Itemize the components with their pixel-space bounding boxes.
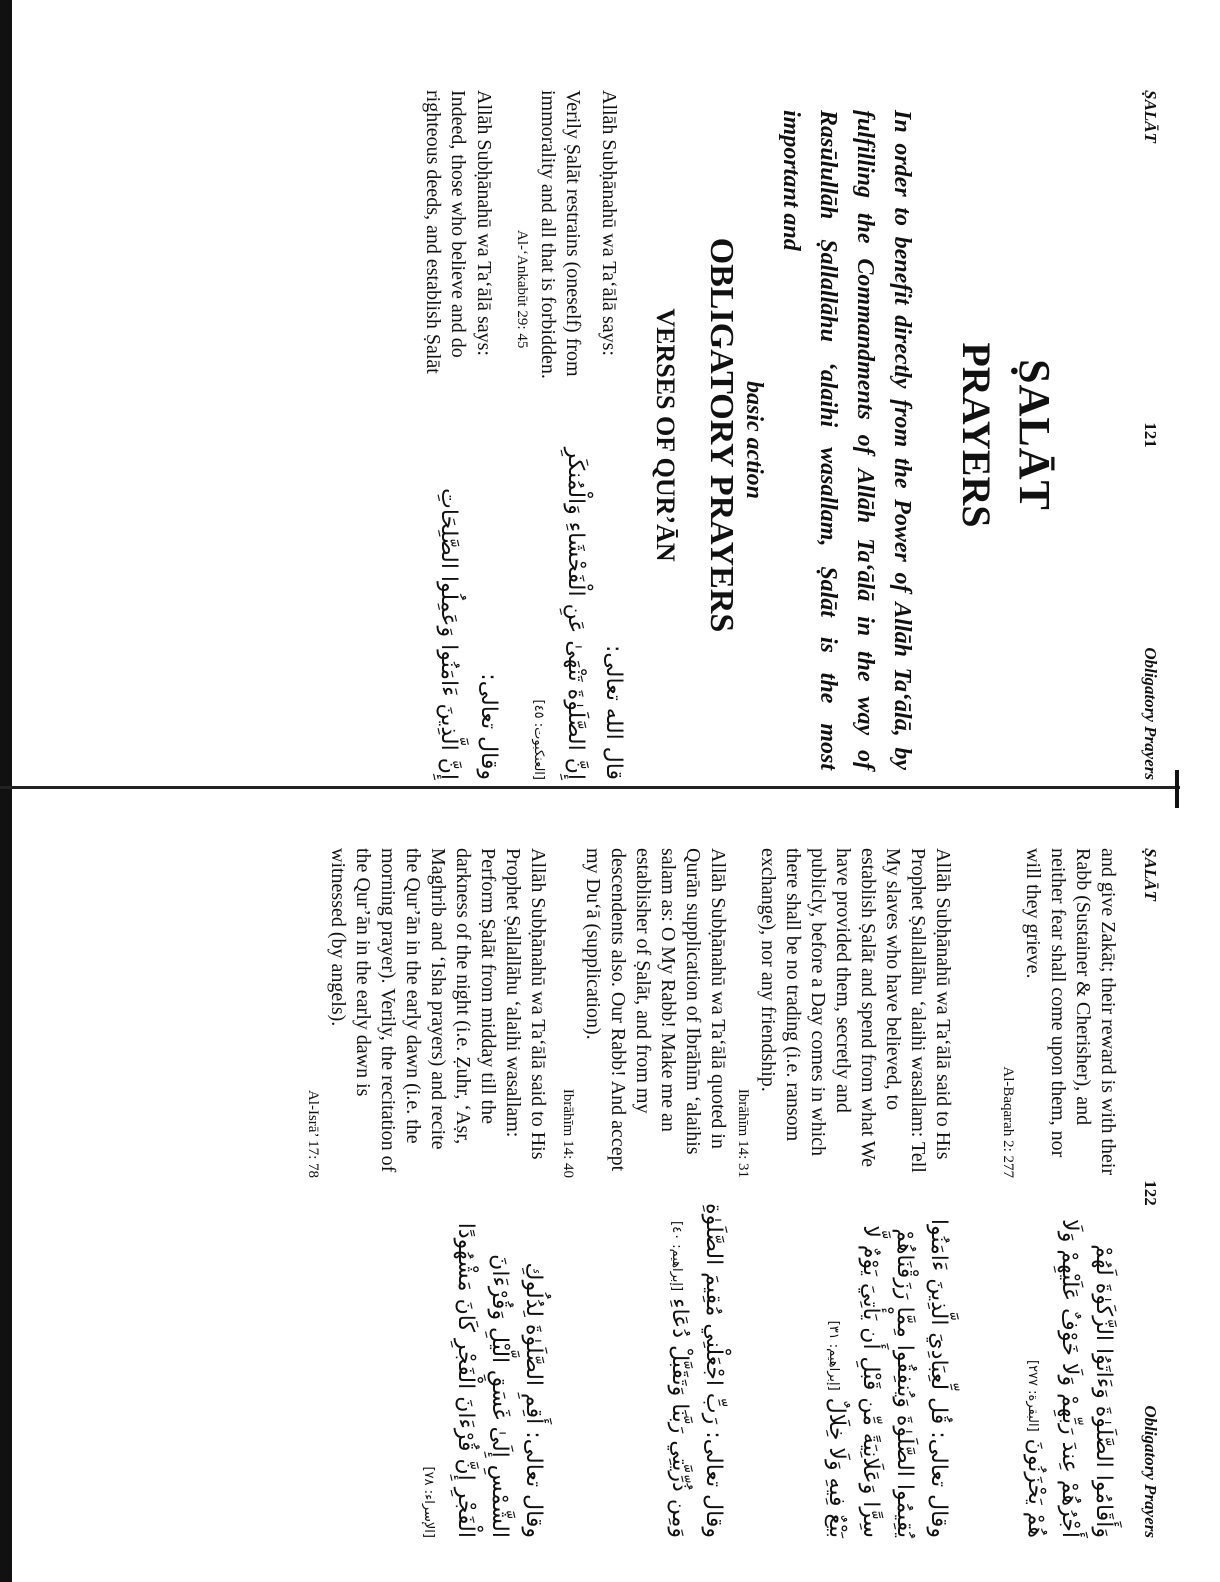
verse-block [730,848,955,1178]
arabic-verse [411,1198,550,1538]
page-number: 121 [1141,422,1160,448]
page-subtitle: PRAYERS [954,342,999,528]
page-122 [100,848,1160,1538]
book-gutter [0,786,1180,789]
arabic-intro: وقال تعالى: [701,1431,726,1538]
header-right: Obligatory Prayers [1141,1405,1160,1538]
verse-intro: Allāh Subḥānahū wa Ta‘ālā says: [473,90,495,356]
arabic-text: وَأَقَامُوا الصَّلَوٰةَ وَءَاتَوُا الزَّكَوٰةَ لَهُمْ أَجْرُهُمْ عِندَ رَبِّهِمْ وَلَا خَوْفٌ عَلَيْهِمْ وَلَا هُمْ يَحْزَنُونَ [1023,1219,1116,1538]
verse-translation: Verily Ṣalāt restrains (oneself) from immorality and all that is forbidden. [537,90,584,379]
arabic-reference: [الإسراء: ٧٨] [421,1466,436,1538]
arabic-verse: إِنَّ الَّذِينَ ءَامَنُوا وَعَمِلُوا الصَّلِحَاتِ [436,488,461,780]
arabic-intro: وقال تعالى: [521,1431,546,1538]
arabic-reference: [إبراهيم: ٣١] [826,1320,841,1391]
page-header [1130,848,1160,1538]
verse-block [555,848,730,1178]
page-header [1130,90,1160,780]
gutter-mark [1175,770,1179,808]
intro-paragraph [735,110,920,770]
verse-translation: and give Zakāt; their reward is with their Rabb (Sustainer & Cherisher), and neither fear shall come upon them, nor will they grieve. [1022,848,1119,1176]
page-title: ṢALĀT [1010,359,1059,511]
verse-reference: Ibrāhīm 14: 40 [560,1088,576,1178]
section-subtitle: VERSES OF QUR’ĀN [651,308,680,562]
verse-reference: Al-Baqarah 2: 277 [1000,1066,1016,1178]
arabic-text: أَقِمِ الصَّلَوٰةَ لِدُلُوكِ الشَّمْسِ إِلَىٰ غَسَقِ الَّيْلِ وَقُرْءَانَ الْفَجْرِ إِنَّ قُرْءَانَ الْفَجْرِ كَانَ مَشْهُودًا [453,1222,546,1538]
page-number: 122 [1141,1180,1160,1206]
verse-reference: Al-Isrā’ 17: 78 [305,1089,321,1178]
intro-text: In order to benefit directly from the Power of Allāh Ta‘ālā, by fulfilling the Commandments of Allāh Ta‘ālā in the way of Rasūlullāh Ṣallallāhu ‘alaihi wasallam, Ṣalāt is the most important and [778,110,915,770]
verse-block [995,848,1120,1178]
arabic-reference: [البقرة: ٢٧٧] [1025,1359,1040,1432]
header-left: ṢALĀT [1141,848,1160,901]
header-right: Obligatory Prayers [1141,647,1160,780]
verse-translation: Allāh Subḥānahū wa Ta‘ālā said to His Prophet Ṣallallāhu ‘alaihi wasallam: Tell My slaves who have believed, to establish Ṣalāt and spend from what We have provided them, secretly and publicly, before a Day comes in which there shall be no trading (i.e. ransom exchange), nor any friendship. [757,848,954,1173]
arabic-text: رَبِّ اجْعَلْنِي مُقِيمَ الصَّلَوٰةِ وَمِن ذُرِّيَّتِي رَبَّنَا وَتَقَبَّلْ دُعَاءِ [667,1203,726,1538]
arabic-text: إِنَّ الصَّلَوٰةَ تَنْهَىٰ عَنِ الْفَحْشَاءِ وَالْمُنكَرِ [563,447,588,780]
arabic-verse [659,1198,730,1538]
verse-block [300,848,550,1178]
section-title: OBLIGATORY PRAYERS [703,237,740,633]
arabic-verse [1015,1198,1120,1538]
verse-translation: Allāh Subḥānahū wa Ta‘ālā said to His Prophet Ṣallallāhu ‘alaihi wasallam: Perform Ṣalāt from midday till the darkness of the night (i.e. Ẓuhr, ‘Aṣr, Maghrib and ‘Isha prayers) and recite the Qur’ān in the early dawn (i.e. the morning prayer). Verily, the recitation of the Qur’ān in the early dawn is witnessed (by angels). [327,848,549,1173]
arabic-reference: [إبراهيم: ٤٠] [669,1221,684,1292]
arabic-intro: وقال تعالى: [926,1431,951,1538]
header-left: ṢALĀT [1141,90,1160,143]
verse-intro: Allāh Subḥānahū wa Ta‘ālā says: [598,90,620,356]
arabic-intro: قال الله تعالى: [601,645,626,780]
scan-edge [0,0,12,1582]
verse-translation: Indeed, those who believe and do righteous deeds, and establish Ṣalāt [422,90,469,374]
verse-reference: Ibrāhīm 14: 31 [735,1088,751,1178]
verse-translation: Allāh Subḥānahū wa Ta‘ālā quoted in Qurān supplication of Ibrāhīm ‘alaihis salam as: O My Rabb! Make me an establisher of Ṣalāt, and from my descendents also. Our Rabb! And accept my Du‘ā (supplication). [582,848,729,1172]
intro-last-line: basic action [741,381,767,499]
verse-reference: Al-‘Ankabūt 29: 45 [514,230,530,349]
page-121 [100,90,1160,780]
arabic-verse [816,1198,955,1538]
arabic-intro: وقال تعالى: [476,673,501,780]
arabic-reference: [العنكبوت: ٤٥] [531,699,546,780]
arabic-verse [521,440,592,780]
arabic-text: قُل لِّعِبَادِيَ الَّذِينَ ءَامَنُوا يُقِيمُوا الصَّلَوٰةَ وَيُنفِقُوا مِمَّا رَزَقْنَاهُمْ سِرًّا وَعَلَانِيَةً مِّن قَبْلِ أَن يَأْتِيَ يَوْمٌ لَّا بَيْعٌ فِيهِ وَلَا خِلَالٌ [824,1218,951,1538]
